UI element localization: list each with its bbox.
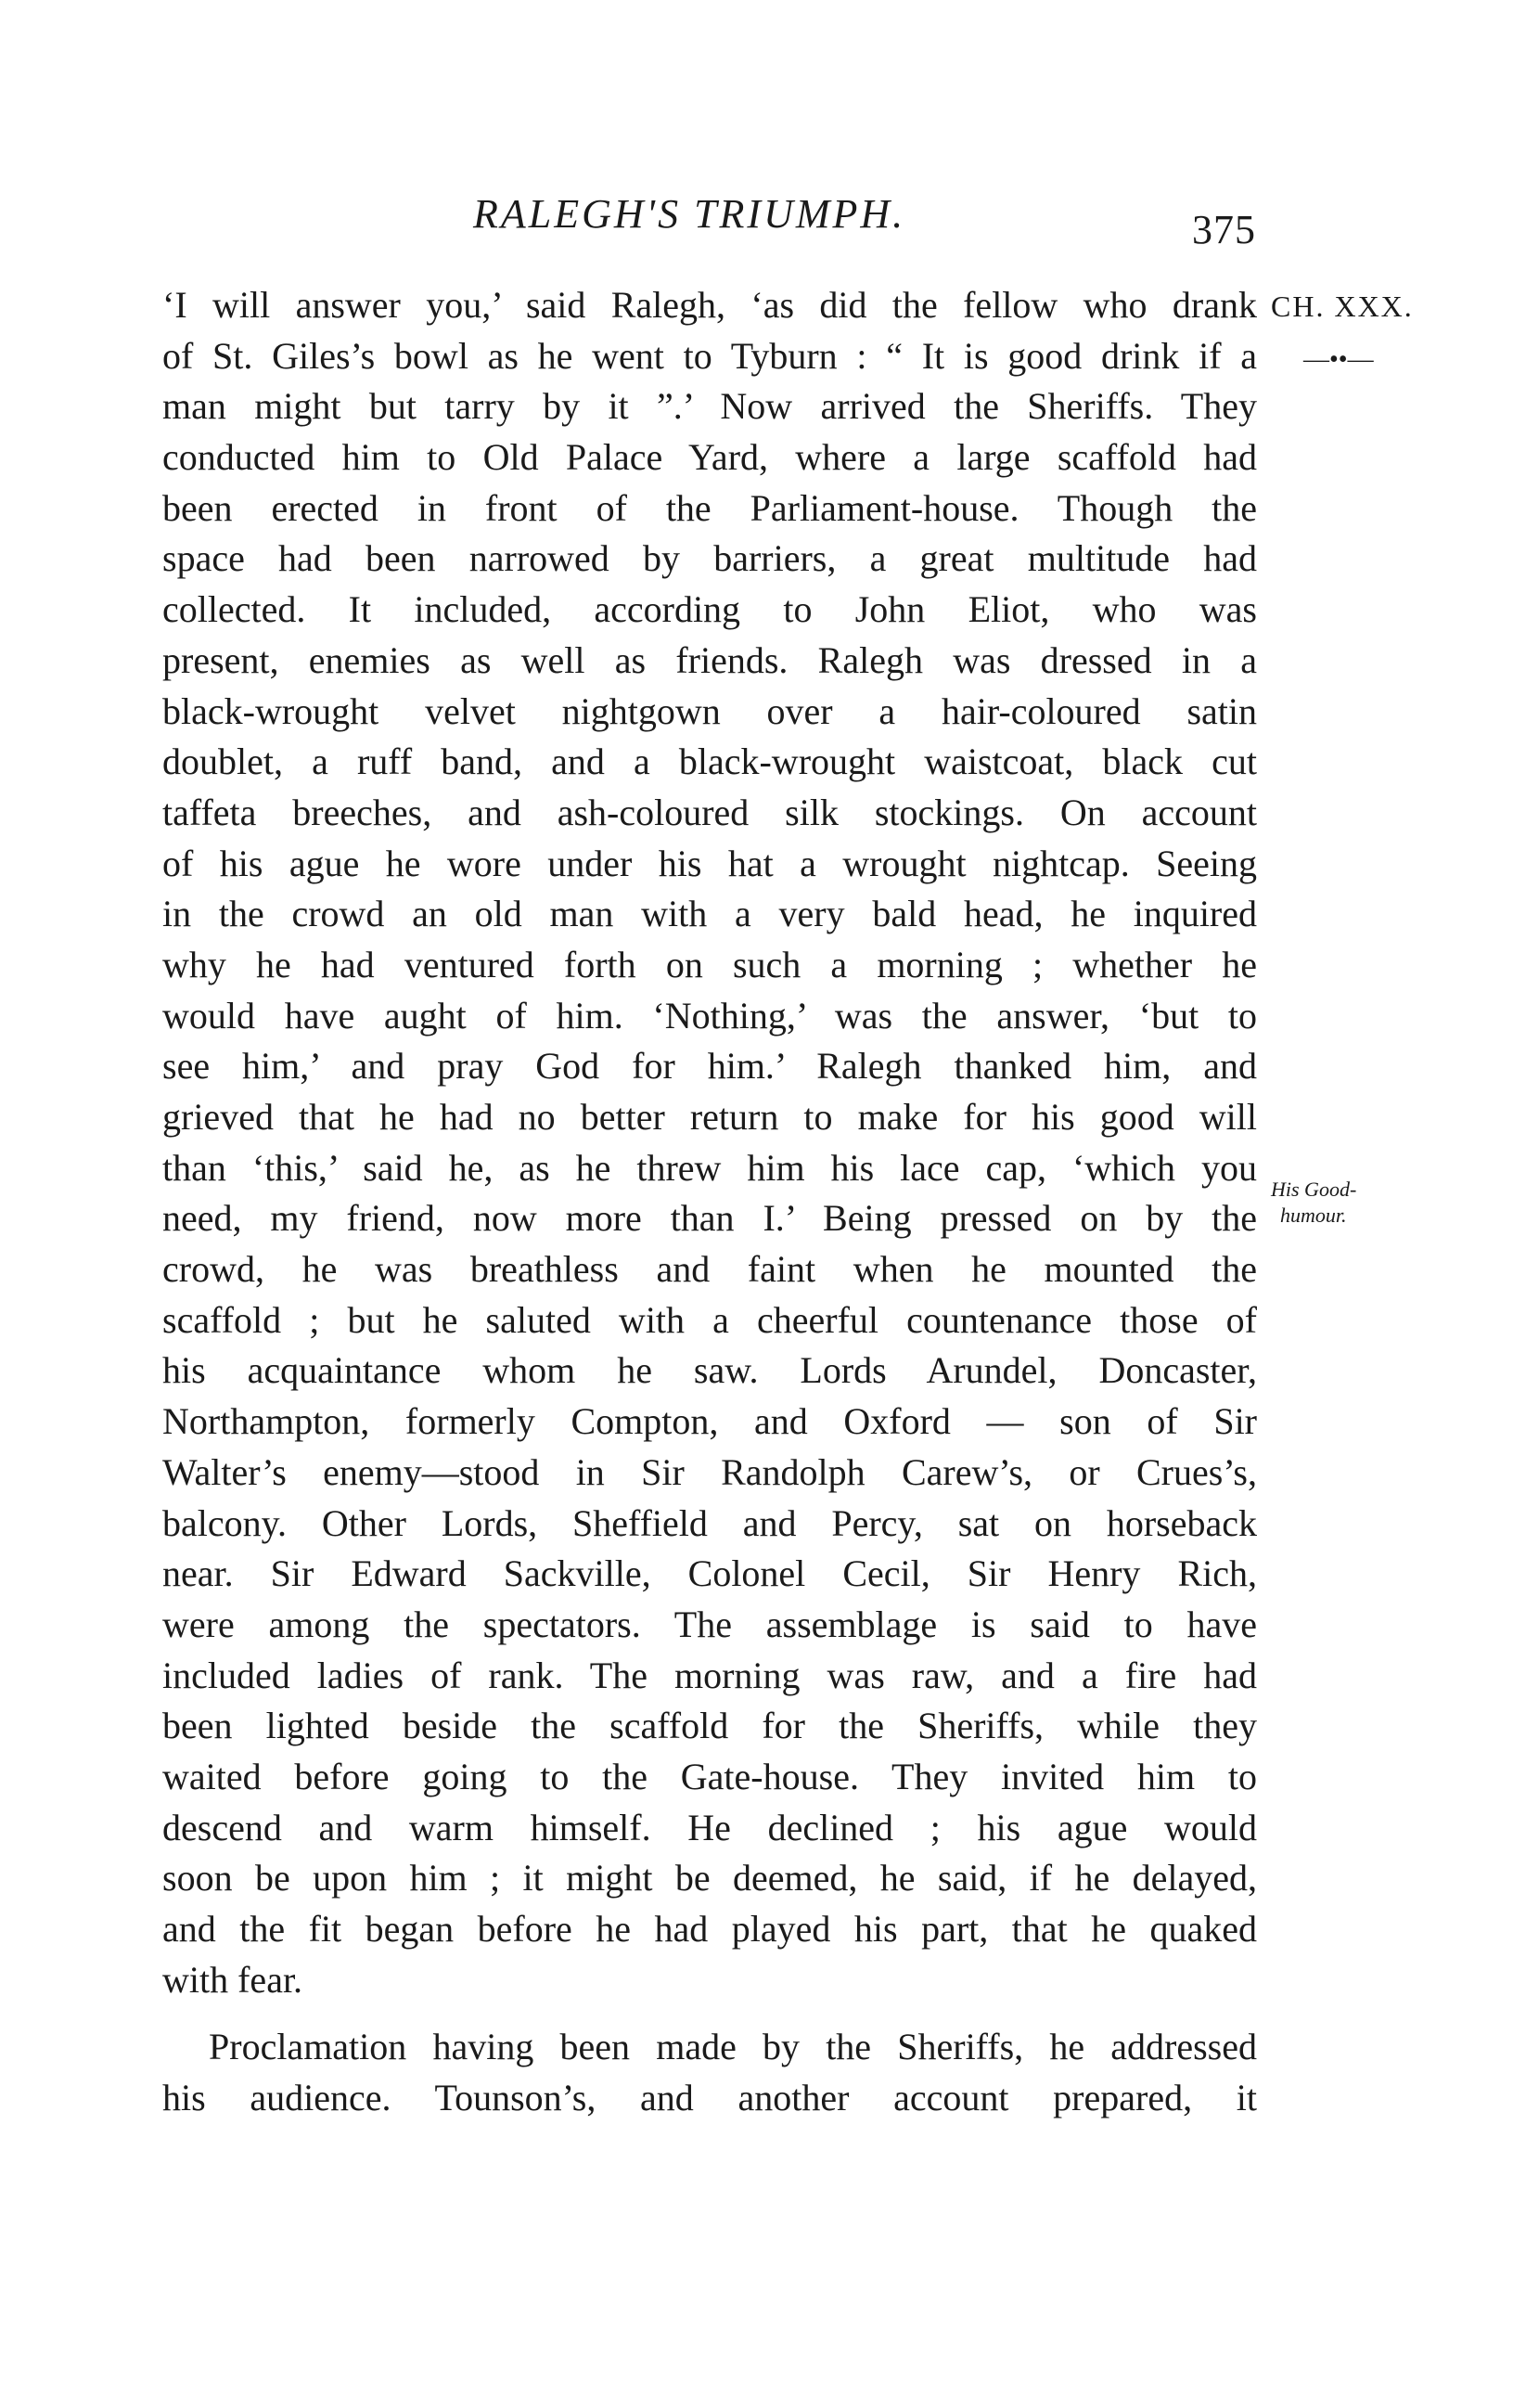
margin-note-line: His Good- — [1271, 1178, 1357, 1201]
text-line: Walter’s enemy—stood in Sir Randolph Carew’s, or Crues’s, — [162, 1450, 1257, 1493]
text-line: in the crowd an old man with a very bald head, he inquired — [162, 893, 1257, 935]
text-line: near. Sir Edward Sackville, Colonel Cecil, Sir Henry Rich, — [162, 1552, 1257, 1595]
text-line: scaffold ; but he saluted with a cheerful countenance those of — [162, 1298, 1257, 1341]
text-line: been erected in front of the Parliament-house. Though the — [162, 486, 1257, 529]
text-line: were among the spectators. The assemblage is said to have — [162, 1603, 1257, 1645]
text-line: space had been narrowed by barriers, a great multitude had — [162, 537, 1257, 580]
text-line: collected. It included, according to John Eliot, who was — [162, 588, 1257, 631]
text-line: waited before going to the Gate-house. They invited him to — [162, 1755, 1257, 1797]
text-line: of his ague he wore under his hat a wrought nightcap. Seeing — [162, 842, 1257, 884]
text-line: grieved that he had no better return to make for his good will — [162, 1096, 1257, 1138]
text-line: see him,’ and pray God for him.’ Ralegh thanked him, and — [162, 1045, 1257, 1088]
text-line: soon be upon him ; it might be deemed, he said, if he delayed, — [162, 1857, 1257, 1899]
text-line: included ladies of rank. The morning was raw, and a fire had — [162, 1654, 1257, 1696]
text-line: Northampton, formerly Compton, and Oxford — son of Sir — [162, 1400, 1257, 1443]
text-line: and the fit began before he had played his part, that he quaked — [162, 1908, 1257, 1950]
text-line: than ‘this,’ said he, as he threw him his lace cap, ‘which you — [162, 1146, 1257, 1189]
text-line: need, my friend, now more than I.’ Being pressed on by the — [162, 1197, 1257, 1240]
margin-note-line: humour. — [1280, 1204, 1347, 1227]
paragraph — [162, 2022, 1257, 2123]
text-line: his audience. Tounson’s, and another account prepared, it — [162, 2077, 1257, 2119]
text-line: conducted him to Old Palace Yard, where a large scaffold had — [162, 436, 1257, 479]
text-line: taffeta breeches, and ash-coloured silk stockings. On account — [162, 791, 1257, 833]
text-line: present, enemies as well as friends. Ralegh was dressed in a — [162, 638, 1257, 681]
text-line: descend and warm himself. He declined ; his ague would — [162, 1806, 1257, 1848]
paragraph — [162, 280, 1257, 2005]
text-line: balcony. Other Lords, Sheffield and Percy, sat on horseback — [162, 1501, 1257, 1544]
text-line: would have aught of him. ‘Nothing,’ was the answer, ‘but to — [162, 994, 1257, 1037]
text-line: ‘I will answer you,’ said Ralegh, ‘as did the fellow who drank — [162, 284, 1257, 326]
margin-ornament: —••— — [1303, 345, 1374, 374]
body-text — [162, 280, 1257, 2124]
text-line: man might but tarry by it ”.’ Now arrived the Sheriffs. They — [162, 385, 1257, 428]
running-title: RALEGH'S TRIUMPH. — [473, 191, 906, 237]
text-line: why he had ventured forth on such a morning ; whether he — [162, 943, 1257, 985]
text-line: Proclamation having been made by the Sheriffs, he addressed — [209, 2026, 1257, 2068]
text-line: crowd, he was breathless and faint when he mounted the — [162, 1248, 1257, 1291]
text-line: been lighted beside the scaffold for the Sheriffs, while they — [162, 1705, 1257, 1747]
text-line: doublet, a ruff band, and a black-wrought waistcoat, black cut — [162, 740, 1257, 783]
text-line: with fear. — [162, 1958, 303, 2001]
margin-chapter-label: CH. XXX. — [1271, 290, 1414, 323]
text-line: his acquaintance whom he saw. Lords Arundel, Doncaster, — [162, 1349, 1257, 1392]
text-line: black-wrought velvet nightgown over a hair-coloured satin — [162, 689, 1257, 732]
page-number: 375 — [1192, 207, 1256, 252]
text-line: of St. Giles’s bowl as he went to Tyburn : “ It is good drink if a — [162, 334, 1257, 377]
margin-note — [1271, 1177, 1401, 1229]
